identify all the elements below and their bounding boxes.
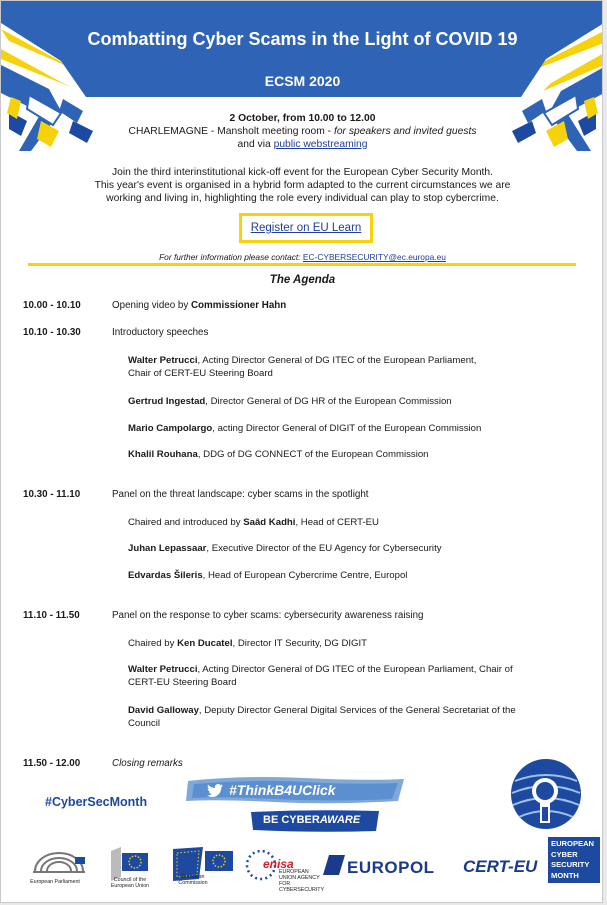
- speaker: Walter Petrucci, Acting Director General of DG ITEC of the European Parliament, Chair of CERT-EU Steering Board: [128, 664, 513, 688]
- slot-title: Closing remarks: [112, 758, 183, 769]
- speaker: Chaired and introduced by Saâd Kadhi, Head of CERT-EU: [128, 517, 379, 528]
- thinkb4uclick-text: #ThinkB4UClick: [229, 782, 336, 798]
- ecsm-logo: [509, 757, 583, 839]
- event-date: 2 October, from 10.00 to 12.00: [229, 113, 376, 124]
- speaker: Khalil Rouhana, DDG of DG CONNECT of the European Commission: [128, 449, 429, 460]
- webstream-link[interactable]: public webstreaming: [273, 139, 368, 150]
- speaker: Edvardas Šileris, Head of European Cybercrime Centre, Europol: [128, 570, 408, 581]
- agenda-title: The Agenda: [269, 274, 336, 286]
- page-title: Combatting Cyber Scams in the Light of COVID 19: [87, 29, 518, 49]
- be-cyberaware-text: BE CYBERAWARE: [263, 814, 361, 826]
- europol-logo: [323, 855, 345, 875]
- speaker: David Galloway, Deputy Director General Digital Services of the General Secretariat of the Council: [128, 705, 516, 729]
- speaker: Chaired by Ken Ducatel, Director IT Security, DG DIGIT: [128, 638, 368, 649]
- event-webstream: and via public webstreaming: [237, 139, 368, 150]
- event-room: CHARLEMAGNE - Mansholt meeting room - for speakers and invited guests: [128, 126, 477, 137]
- contact-line: For further information please contact: EC-CYBERSECURITY@ec.europa.eu: [159, 252, 446, 262]
- slot-time: 11.50 - 12.00: [23, 758, 81, 769]
- slot-title: Panel on the threat landscape: cyber scams in the spotlight: [112, 489, 369, 500]
- register-link[interactable]: Register on EU Learn: [250, 222, 362, 234]
- slot-time: 11.10 - 11.50: [23, 610, 80, 621]
- slot-title: Introductory speeches: [112, 327, 209, 338]
- speaker: Juhan Lepassaar, Executive Director of the EU Agency for Cybersecurity: [128, 543, 442, 554]
- slot-title: Panel on the response to cyber scams: cybersecurity awareness raising: [112, 610, 424, 621]
- slot-time: 10.30 - 11.10: [23, 489, 81, 500]
- hashtag-cybersecmonth: #CyberSecMonth: [45, 795, 148, 809]
- room-note: for speakers and invited guests: [333, 126, 477, 137]
- council-caption: Council of the European Union: [110, 877, 150, 889]
- slot-time: 10.00 - 10.10: [23, 300, 81, 311]
- council-logo: [111, 847, 148, 881]
- register-button[interactable]: [239, 213, 373, 243]
- certeu-wordmark: CERT-EU: [463, 857, 538, 876]
- speaker: Walter Petrucci, Acting Director General of DG ITEC of the European Parliament, Chair of CERT-EU Steering Board: [128, 355, 477, 379]
- contact-email-link[interactable]: EC-CYBERSECURITY@ec.europa.eu: [302, 252, 446, 262]
- event-info: [1, 112, 603, 151]
- divider: [28, 263, 576, 266]
- commission-caption: European Commission: [178, 874, 208, 886]
- europol-wordmark: EUROPOL: [347, 858, 435, 877]
- parliament-logo: [33, 853, 85, 873]
- page-subtitle: ECSM 2020: [264, 73, 341, 89]
- slot-time: 10.10 - 10.30: [23, 327, 81, 338]
- event-description: Join the third interinstitutional kick-off event for the European Cyber Security Month. This year's event is organised in a hybrid form adapted to the current circumstances we are working and living in, highlighting the role every individual can play to stop cybercrime.: [94, 167, 511, 204]
- speaker: Gertrud Ingestad, Director General of DG HR of the European Commission: [128, 396, 452, 407]
- parliament-caption: European Parliament: [30, 879, 80, 885]
- twitter-icon: [207, 784, 223, 797]
- speaker: Mario Campolargo, acting Director General of DIGIT of the European Commission: [128, 423, 482, 434]
- enisa-caption: EUROPEAN UNION AGENCY FOR CYBERSECURITY: [279, 869, 325, 893]
- ecsm-name: EUROPEAN CYBER SECURITY MONTH: [548, 837, 600, 883]
- enisa-wordmark: enisa: [263, 857, 294, 871]
- slot-title: Opening video by Commissioner Hahn: [112, 300, 287, 311]
